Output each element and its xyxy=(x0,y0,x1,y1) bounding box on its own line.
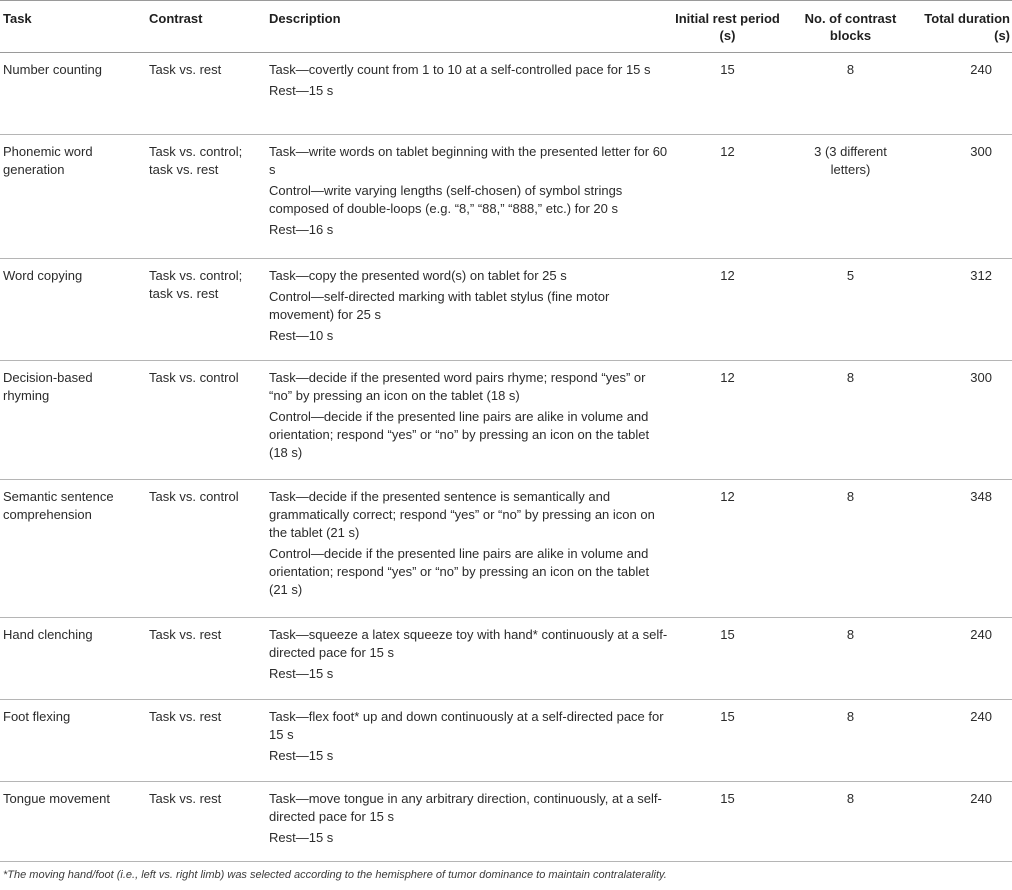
description-line: Control—write varying lengths (self-chosen) of symbol strings composed of double-loops (e.g. “8,” “88,” “888,” etc.) for 20 s xyxy=(269,183,623,216)
header-row xyxy=(0,1,1012,53)
cell-description xyxy=(269,259,669,361)
cell-contrast: Task vs. rest xyxy=(149,700,269,782)
description-line: Task—copy the presented word(s) on tablet for 25 s xyxy=(269,268,567,283)
cell-contrast-blocks: 8 xyxy=(786,700,915,782)
description-line: Task—flex foot* up and down continuously at a self-directed pace for 15 s xyxy=(269,709,664,742)
cell-description xyxy=(269,700,669,782)
table-row xyxy=(0,618,1012,700)
cell-contrast-blocks: 3 (3 different letters) xyxy=(786,135,915,259)
description-line: Rest—10 s xyxy=(269,328,334,343)
table-row xyxy=(0,700,1012,782)
cell-description xyxy=(269,361,669,480)
cell-description xyxy=(269,53,669,135)
cell-contrast: Task vs. rest xyxy=(149,782,269,862)
table-row xyxy=(0,782,1012,862)
cell-task: Tongue movement xyxy=(0,782,149,862)
cell-initial-rest: 15 xyxy=(669,782,786,862)
cell-initial-rest: 12 xyxy=(669,259,786,361)
description-line: Rest—15 s xyxy=(269,666,334,681)
cell-total-duration: 300 xyxy=(915,135,1012,259)
cell-contrast: Task vs. control; task vs. rest xyxy=(149,135,269,259)
table-row xyxy=(0,135,1012,259)
description-line: Rest—15 s xyxy=(269,748,334,763)
cell-total-duration: 300 xyxy=(915,361,1012,480)
description-line: Task—decide if the presented sentence is semantically and grammatically correct; respond “yes” or “no” by pressing an icon on the tablet (21 s) xyxy=(269,489,655,540)
cell-task: Number counting xyxy=(0,53,149,135)
cell-total-duration: 240 xyxy=(915,700,1012,782)
cell-task: Foot flexing xyxy=(0,700,149,782)
cell-initial-rest: 12 xyxy=(669,135,786,259)
cell-total-duration: 240 xyxy=(915,618,1012,700)
cell-task: Hand clenching xyxy=(0,618,149,700)
table-row xyxy=(0,480,1012,618)
description-line: Task—move tongue in any arbitrary direction, continuously, at a self-directed pace for 15 s xyxy=(269,791,662,824)
cell-total-duration: 240 xyxy=(915,782,1012,862)
cell-contrast-blocks: 8 xyxy=(786,361,915,480)
cell-task: Semantic sentence comprehension xyxy=(0,480,149,618)
cell-contrast-blocks: 8 xyxy=(786,618,915,700)
description-line: Rest—15 s xyxy=(269,83,334,98)
cell-contrast: Task vs. control xyxy=(149,361,269,480)
cell-initial-rest: 15 xyxy=(669,700,786,782)
cell-initial-rest: 15 xyxy=(669,618,786,700)
table-footnote: *The moving hand/foot (i.e., left vs. right limb) was selected according to the hemisphere of tumor dominance to maintain contralaterality. xyxy=(3,869,667,881)
table-row xyxy=(0,259,1012,361)
description-line: Task—write words on tablet beginning with the presented letter for 60 s xyxy=(269,144,668,177)
cell-description xyxy=(269,135,669,259)
description-line: Control—self-directed marking with tablet stylus (fine motor movement) for 25 s xyxy=(269,289,610,322)
header-contrast-blocks: No. of contrast blocks xyxy=(786,1,915,53)
cell-contrast-blocks: 8 xyxy=(786,782,915,862)
cell-contrast-blocks: 5 xyxy=(786,259,915,361)
cell-contrast-blocks: 8 xyxy=(786,480,915,618)
cell-contrast: Task vs. rest xyxy=(149,618,269,700)
cell-initial-rest: 15 xyxy=(669,53,786,135)
cell-total-duration: 240 xyxy=(915,53,1012,135)
description-line: Control—decide if the presented line pairs are alike in volume and orientation; respond “yes” or “no” by pressing an icon on the tablet (18 s) xyxy=(269,409,650,460)
cell-description xyxy=(269,480,669,618)
cell-task: Phonemic word generation xyxy=(0,135,149,259)
cell-task: Word copying xyxy=(0,259,149,361)
header-description: Description xyxy=(269,1,669,53)
description-line: Rest—15 s xyxy=(269,830,334,845)
table-row xyxy=(0,361,1012,480)
cell-contrast-blocks: 8 xyxy=(786,53,915,135)
cell-contrast: Task vs. control xyxy=(149,480,269,618)
description-line: Task—decide if the presented word pairs rhyme; respond “yes” or “no” by pressing an icon on the tablet (18 s) xyxy=(269,370,646,403)
cell-description xyxy=(269,618,669,700)
cell-contrast: Task vs. control; task vs. rest xyxy=(149,259,269,361)
cell-description xyxy=(269,782,669,862)
cell-task: Decision-based rhyming xyxy=(0,361,149,480)
description-line: Control—decide if the presented line pairs are alike in volume and orientation; respond “yes” or “no” by pressing an icon on the tablet (21 s) xyxy=(269,546,650,597)
header-contrast: Contrast xyxy=(149,1,269,53)
table-row xyxy=(0,53,1012,135)
cell-contrast: Task vs. rest xyxy=(149,53,269,135)
description-line: Task—squeeze a latex squeeze toy with hand* continuously at a self-directed pace for 15 s xyxy=(269,627,668,660)
cell-total-duration: 312 xyxy=(915,259,1012,361)
description-line: Rest—16 s xyxy=(269,222,334,237)
header-initial-rest: Initial rest period (s) xyxy=(669,1,786,53)
description-line: Task—covertly count from 1 to 10 at a self-controlled pace for 15 s xyxy=(269,62,651,77)
cell-initial-rest: 12 xyxy=(669,361,786,480)
cell-initial-rest: 12 xyxy=(669,480,786,618)
header-total-duration: Total duration (s) xyxy=(915,1,1012,53)
header-task: Task xyxy=(0,1,149,53)
cell-total-duration: 348 xyxy=(915,480,1012,618)
